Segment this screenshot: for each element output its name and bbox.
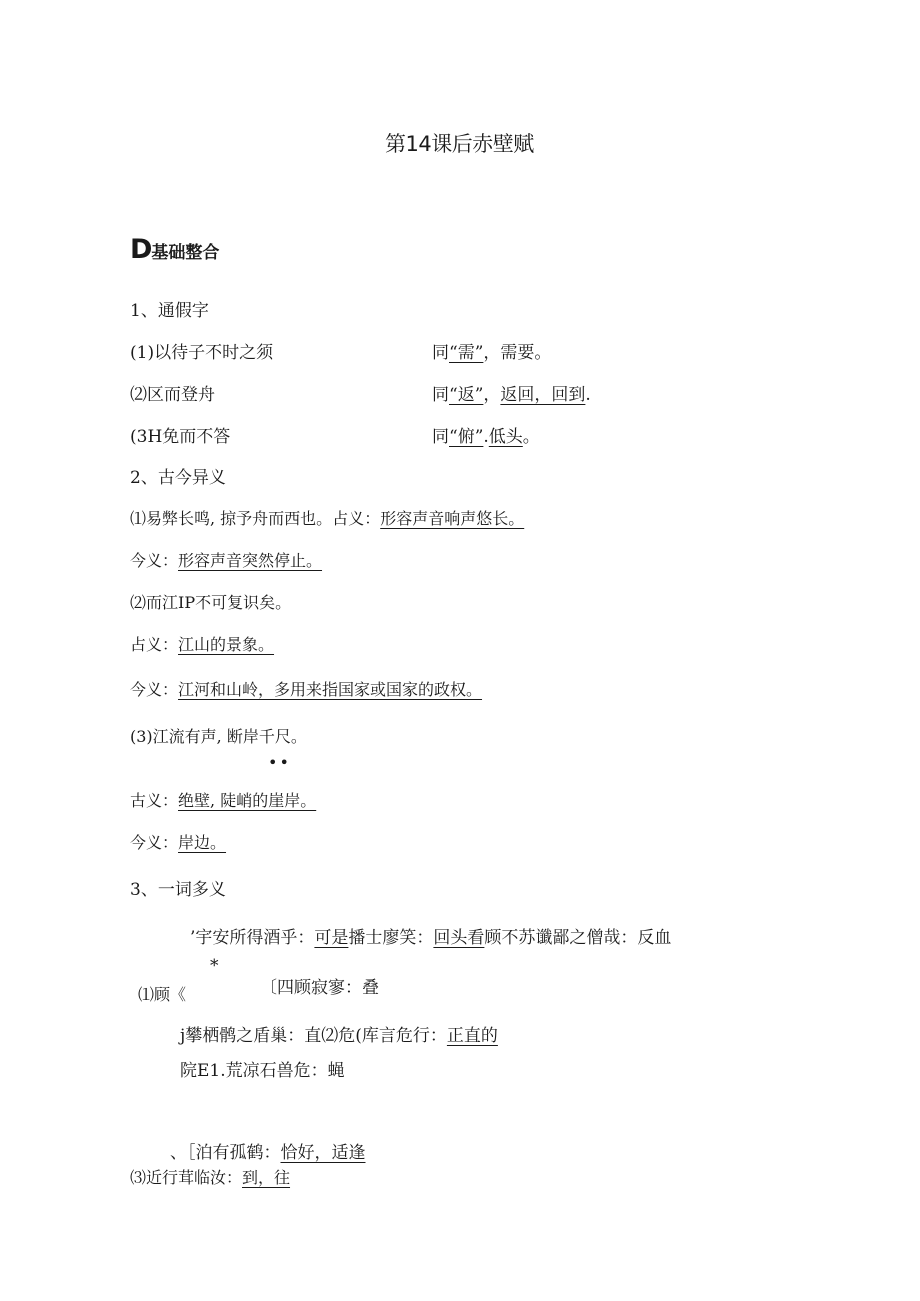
emphasis-dots: •• (268, 753, 291, 772)
gujin-jin-meaning: 形容声音突然停止。 (178, 551, 323, 570)
tongjia-sentence-3: (3H免而不答 (130, 427, 231, 447)
page-title: 第14课后赤壁赋 (385, 132, 534, 156)
gujin-sentence-3: (3)江流有声, 断岸千尺。 (130, 727, 307, 746)
duoyi-text: 顾不苏谶鄙之僧哉：反血 (484, 928, 672, 948)
heading-duoyi: 3、一词多义 (130, 880, 226, 900)
duoyi-meaning: 到，往 (242, 1168, 291, 1187)
gujin-gu-meaning: 形容声音响声悠长。 (380, 509, 525, 528)
tongjia-sep: ， (483, 385, 501, 405)
tongjia-tail: 。 (534, 343, 552, 363)
gujin-sentence-2: ⑵而江IP不可复识矣。 (130, 593, 292, 612)
duoyi-text: ’宇安所得酒乎： (190, 928, 315, 948)
tongjia-meaning: 低头 (488, 427, 523, 447)
tongjia-answer-1 (432, 345, 551, 362)
tongjia-meaning: 需要 (500, 343, 535, 363)
gujin-jin-label: 今义： (130, 551, 179, 570)
duoyi-meaning: 恰好，适逢 (280, 1143, 366, 1163)
star-mark: * (210, 956, 219, 976)
gujin-gu-3 (130, 793, 316, 809)
gujin-jin-2 (130, 682, 482, 698)
gujin-sentence: ⑴易弊长鸣, 掠予舟而西也。 (130, 509, 333, 528)
duoyi-line-4 (180, 1028, 498, 1045)
tongjia-char: “返” (449, 385, 484, 405)
heading-gujin: 2、古今异义 (130, 468, 226, 488)
duoyi-meaning: 可是 (314, 928, 349, 948)
duoyi-meaning: 回头看 (433, 928, 485, 948)
gujin-gu-label: 古义： (130, 791, 179, 810)
tongjia-sentence-2: ⑵区而登舟 (130, 385, 215, 405)
tongjia-char: “俯” (449, 427, 484, 447)
duoyi-line-2: 〔四顾寂寥：叠 (260, 978, 379, 998)
section-label: 基础整合 (151, 243, 220, 263)
tongjia-sentence-1: (1)以待子不时之须 (130, 343, 274, 363)
gujin-jin-label: 今义： (130, 680, 179, 699)
gujin-gu-2 (130, 637, 274, 653)
tongjia-answer-2 (432, 387, 591, 404)
gujin-jin-1 (130, 553, 322, 569)
section-letter: D (130, 234, 152, 265)
tongjia-char: “需” (449, 343, 484, 363)
duoyi-text: j攀栖鹘之盾巢：直⑵危(库言危行： (180, 1026, 447, 1046)
gujin-jin-label: 今义： (130, 833, 179, 852)
gujin-jin-3 (130, 835, 226, 851)
duoyi-line-6 (170, 1145, 366, 1162)
tongjia-answer-3 (432, 429, 540, 446)
tongjia-pre: 同 (432, 385, 449, 405)
tongjia-tail: . (585, 385, 591, 405)
tongjia-sep: . (483, 427, 489, 447)
heading-tongjia: 1、通假字 (130, 301, 209, 321)
gujin-item-1 (130, 511, 524, 527)
gujin-gu-label: 占义： (130, 635, 179, 654)
gujin-gu-meaning: 江山的景象。 (178, 635, 275, 654)
tongjia-pre: 同 (432, 427, 449, 447)
duoyi-text: ⑶近行茸临汝： (130, 1168, 243, 1187)
duoyi-line-5: 院E1.荒凉石兽危：蝇 (180, 1061, 345, 1081)
tongjia-tail: 。 (522, 427, 540, 447)
tongjia-pre: 同 (432, 343, 449, 363)
duoyi-line-7 (130, 1170, 290, 1186)
duoyi-text: 、［泊有孤鹤： (170, 1143, 281, 1163)
gujin-gu-meaning: 绝壁, 陡峭的崖岸。 (178, 791, 317, 810)
section-heading (130, 236, 219, 263)
gujin-jin-meaning: 江河和山岭，多用来指国家或国家的政权。 (178, 680, 483, 699)
duoyi-meaning: 正直的 (446, 1026, 498, 1046)
tongjia-sep: ， (483, 343, 501, 363)
duoyi-line-1 (190, 930, 671, 947)
gujin-jin-meaning: 岸边。 (178, 833, 227, 852)
duoyi-line-3: ⑴顾《 (138, 985, 187, 1004)
tongjia-meaning: 返回，回到 (500, 385, 586, 405)
gujin-gu-label: 占义： (332, 509, 381, 528)
duoyi-text: 播士廖笑： (348, 928, 434, 948)
